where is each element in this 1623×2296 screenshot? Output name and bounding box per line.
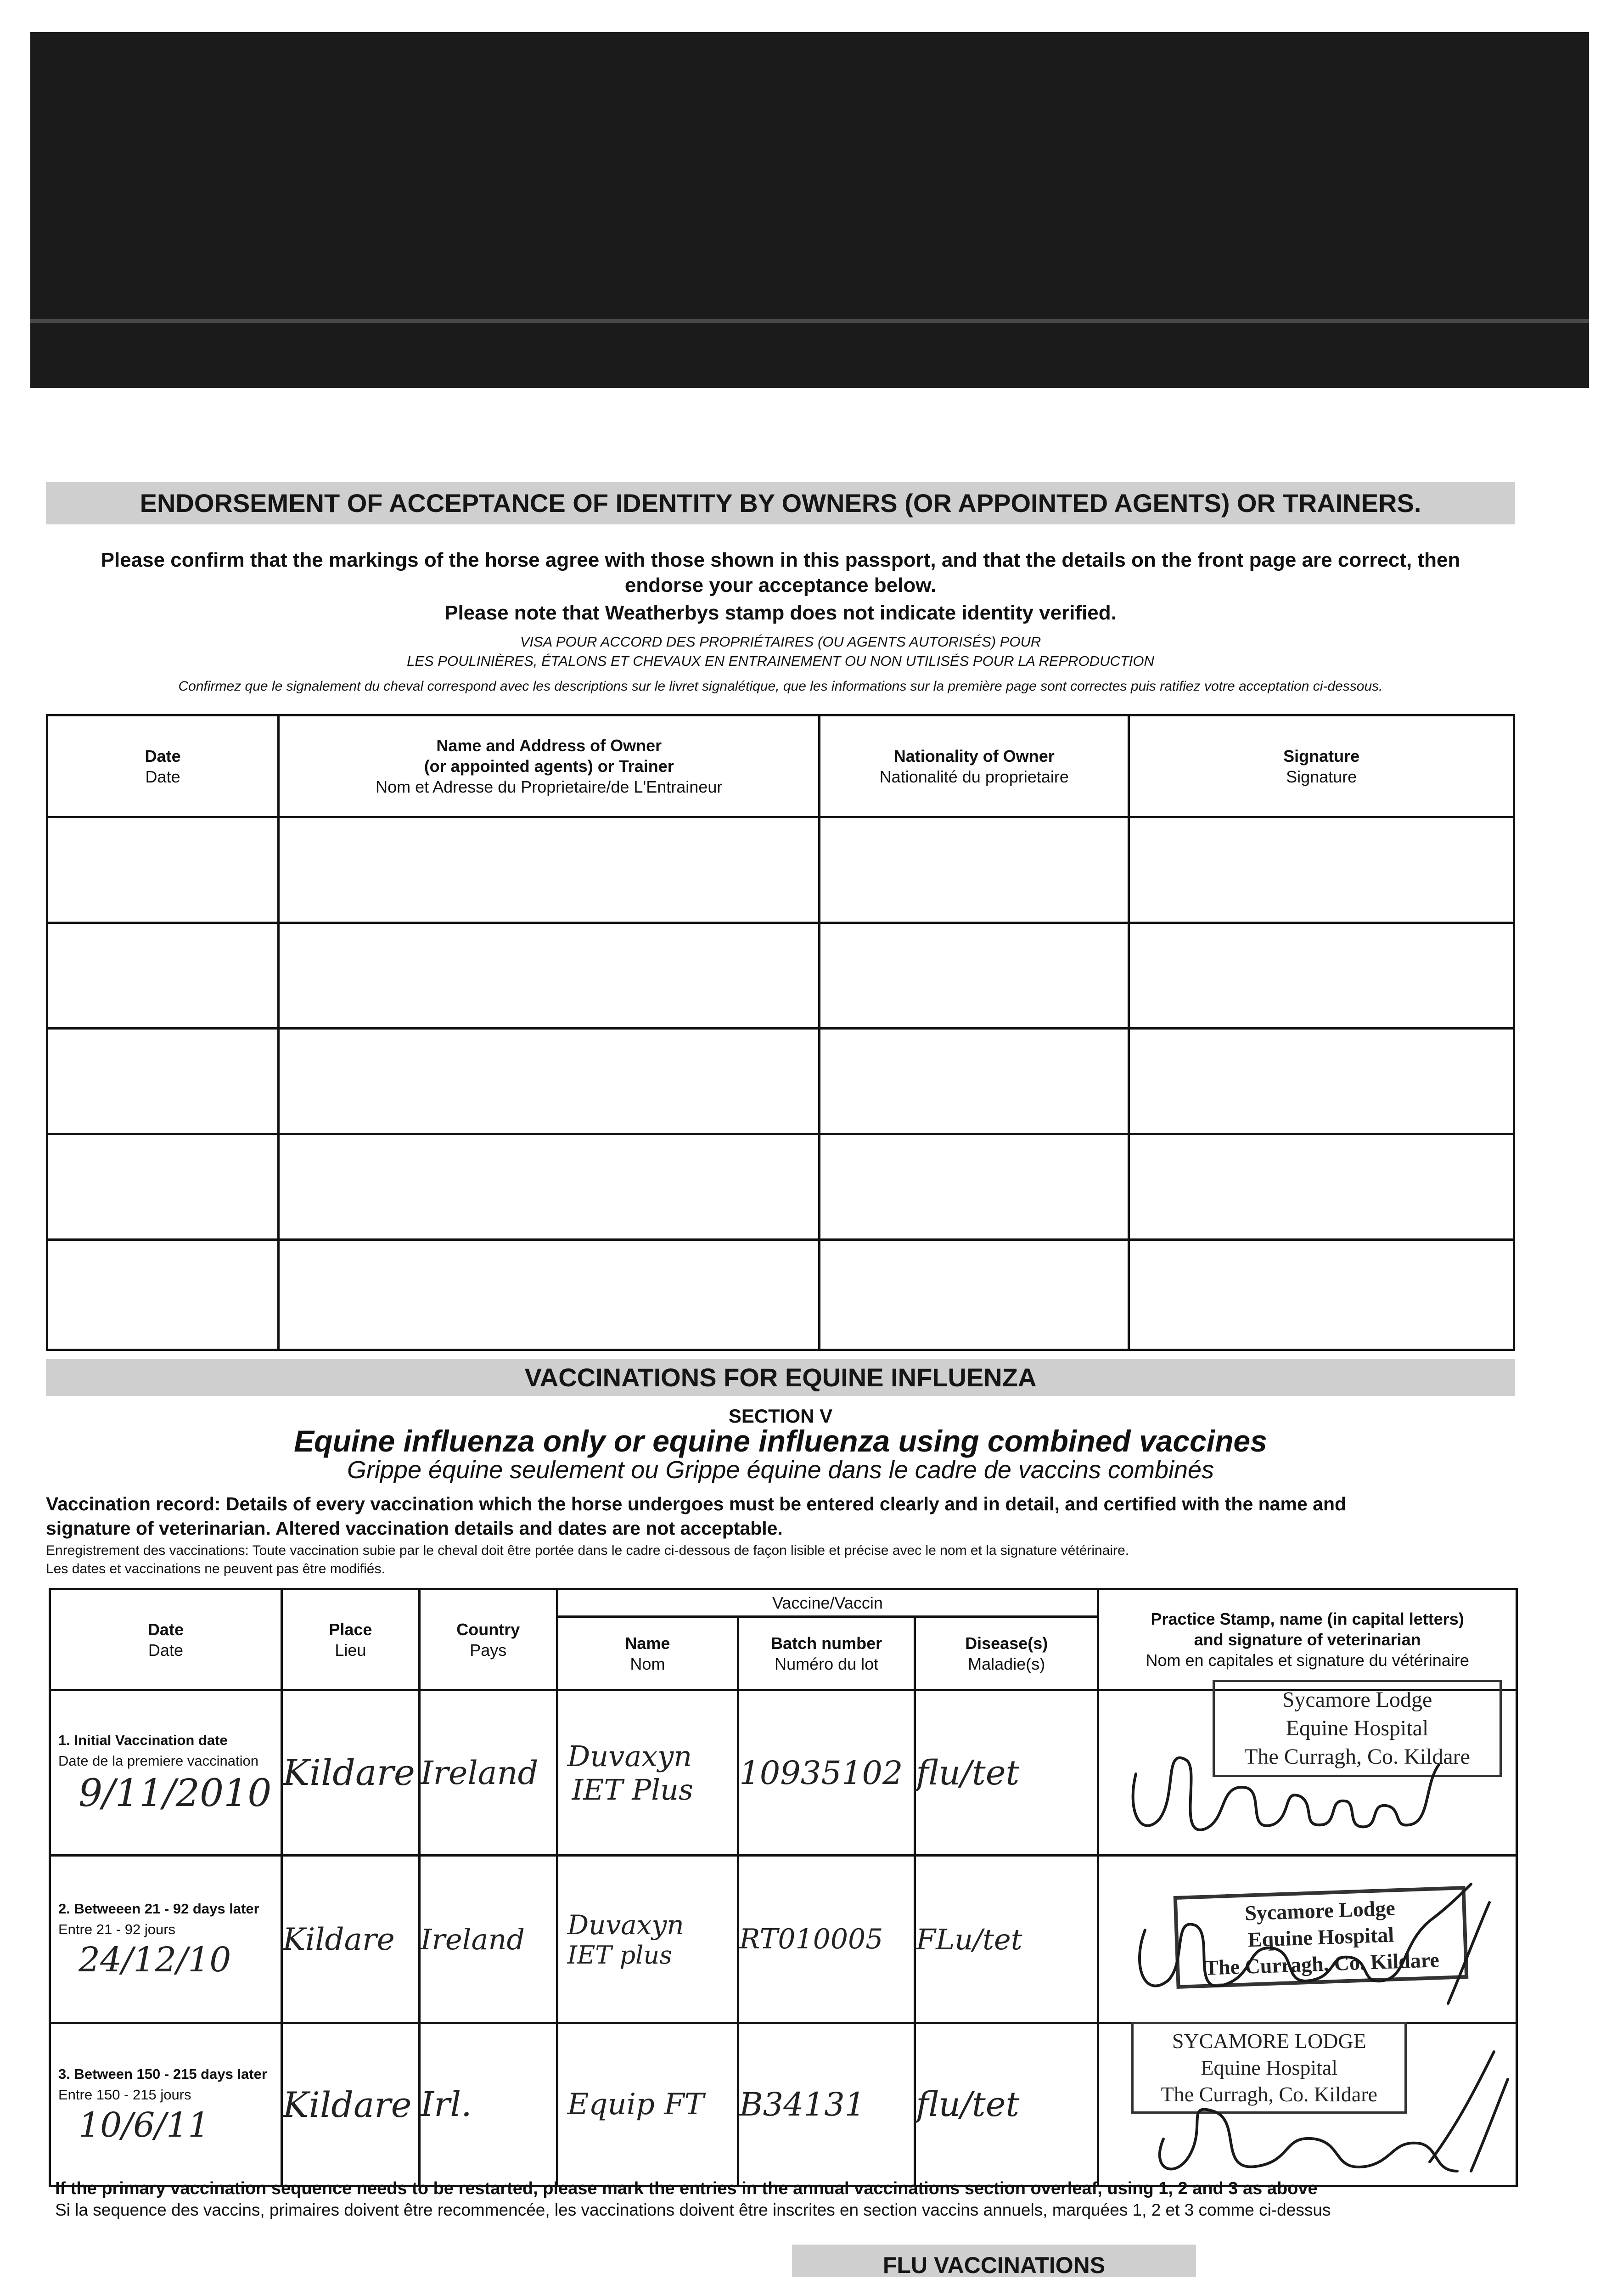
date-cell[interactable]	[47, 817, 279, 923]
section-title-fr: Grippe équine seulement ou Grippe équine dans le cadre de vaccins combinés	[347, 1456, 1214, 1484]
header-owner-name-address: Name and Address of Owner (or appointed agents) or Trainer Nom et Adresse du Proprietaire/de L'Entraineur	[279, 715, 820, 817]
header-vaccine-name: Name Nom	[557, 1617, 738, 1690]
place-value: Kildare	[282, 1921, 395, 1957]
disease-value: FLu/tet	[916, 1922, 1022, 1956]
nationality-cell[interactable]	[820, 923, 1129, 1029]
vaccine-name-cell[interactable]	[557, 2023, 738, 2186]
place-cell[interactable]	[281, 2023, 419, 2186]
vaccine-name-cell[interactable]	[557, 1856, 738, 2023]
endorsement-french-2: LES POULINIÈRES, ÉTALONS ET CHEVAUX EN ENTRAINEMENT OU NON UTILISÉS POUR LA REPRODUCTION	[407, 653, 1154, 669]
endorsement-row	[47, 1134, 1514, 1240]
endorsement-row	[47, 817, 1514, 923]
record-instruction-2: signature of veterinarian. Altered vaccination details and dates are not acceptable.	[46, 1518, 783, 1539]
owner-cell[interactable]	[279, 1240, 820, 1350]
owner-cell[interactable]	[279, 817, 820, 923]
header-vaccine: Vaccine/Vaccin	[557, 1589, 1098, 1617]
vaccination-row	[50, 1690, 1517, 1856]
country-value: Ireland	[420, 1922, 525, 1956]
record-instruction-fr-1: Enregistrement des vaccinations: Toute vaccination subie par le cheval doit être portée dans le cadre ci-dessous de façon lisible et précise avec le nom et la signature vétérinaire.	[46, 1543, 1129, 1558]
veterinarian-signature	[1108, 1866, 1512, 2022]
vaccination-date-cell[interactable]	[50, 2023, 282, 2186]
vaccination-date-cell[interactable]	[50, 1690, 282, 1856]
vaccine-name-cell[interactable]	[557, 1690, 738, 1856]
date-cell[interactable]	[47, 1134, 279, 1240]
practice-stamp-cell[interactable]	[1098, 1690, 1517, 1856]
header-batch: Batch number Numéro du lot	[738, 1617, 915, 1690]
header-disease: Disease(s) Maladie(s)	[915, 1617, 1098, 1690]
endorsement-band-title: ENDORSEMENT OF ACCEPTANCE OF IDENTITY BY OWNERS (OR APPOINTED AGENTS) OR TRAINERS.	[46, 482, 1515, 524]
batch-value: B34131	[739, 2086, 865, 2123]
disease-cell[interactable]	[915, 1856, 1098, 2023]
nationality-cell[interactable]	[820, 817, 1129, 923]
row-label: 1. Initial Vaccination date	[58, 1732, 228, 1749]
signature-cell[interactable]	[1129, 817, 1514, 923]
record-instruction-fr-2: Les dates et vaccinations ne peuvent pas être modifiés.	[46, 1561, 385, 1576]
vaccine-name-line-2: IET plus	[567, 1940, 672, 1970]
disease-value: flu/tet	[916, 2085, 1020, 2124]
row-label: 2. Betweeen 21 - 92 days later	[58, 1901, 259, 1917]
batch-value: 10935102	[739, 1754, 903, 1792]
batch-cell[interactable]	[738, 2023, 915, 2186]
batch-value: RT010005	[739, 1923, 883, 1955]
vaccine-name-line-2: IET Plus	[572, 1773, 693, 1806]
nationality-cell[interactable]	[820, 1134, 1129, 1240]
vaccination-date-cell[interactable]	[50, 1856, 282, 2023]
nationality-cell[interactable]	[820, 1240, 1129, 1350]
country-value: Irl.	[420, 2085, 472, 2124]
section-title: Equine influenza only or equine influenza using combined vaccines	[294, 1424, 1267, 1458]
row-label: 3. Between 150 - 215 days later	[58, 2066, 267, 2082]
batch-cell[interactable]	[738, 1856, 915, 2023]
endorsement-french-1: VISA POUR ACCORD DES PROPRIÉTAIRES (OU AGENTS AUTORISÉS) POUR	[520, 634, 1041, 650]
place-value: Kildare	[282, 2084, 412, 2125]
endorsement-instruction-2: endorse your acceptance below.	[624, 574, 937, 597]
batch-cell[interactable]	[738, 1690, 915, 1856]
disease-value: flu/tet	[916, 1753, 1020, 1793]
vaccine-name-line-1: Equip FT	[567, 2088, 704, 2122]
endorsement-instruction-1: Please confirm that the markings of the horse agree with those shown in this passport, and that the details on the front page are correct, then	[101, 549, 1460, 571]
country-value: Ireland	[420, 1754, 539, 1792]
header-practice-stamp: Practice Stamp, name (in capital letters) and signature of veterinarian Nom en capitales et signature du vétérinaire	[1098, 1589, 1517, 1690]
vaccine-header-row-1	[50, 1589, 1517, 1617]
nationality-cell[interactable]	[820, 1029, 1129, 1134]
date-cell[interactable]	[47, 1029, 279, 1134]
header-vdate: Date Date	[50, 1589, 282, 1690]
signature-cell[interactable]	[1129, 1134, 1514, 1240]
practice-stamp: Sycamore Lodge Equine Hospital The Curragh, Co. Kildare	[1213, 1680, 1502, 1777]
endorsement-row	[47, 1240, 1514, 1350]
vaccination-row	[50, 1856, 1517, 2023]
vaccine-name-line-1: Duvaxyn	[567, 1739, 692, 1773]
vaccine-name-line-1: Duvaxyn	[567, 1909, 684, 1941]
date-cell[interactable]	[47, 1240, 279, 1350]
vaccinations-band-title: VACCINATIONS FOR EQUINE INFLUENZA	[46, 1359, 1515, 1396]
practice-stamp: Sycamore Lodge Equine Hospital The Curragh, Co. Kildare	[1174, 1886, 1469, 1989]
flu-vaccinations-band: FLU VACCINATIONS	[792, 2245, 1196, 2277]
endorsement-row	[47, 923, 1514, 1029]
section-label: SECTION V	[728, 1405, 833, 1427]
place-value: Kildare	[282, 1752, 415, 1794]
country-cell[interactable]	[419, 2023, 557, 2186]
practice-stamp-cell[interactable]	[1098, 1856, 1517, 2023]
header-place: Place Lieu	[281, 1589, 419, 1690]
endorsement-header-row	[47, 715, 1514, 817]
veterinarian-signature	[1108, 2033, 1512, 2185]
place-cell[interactable]	[281, 1690, 419, 1856]
date-cell[interactable]	[47, 923, 279, 1029]
row-label-fr: Date de la premiere vaccination	[58, 1753, 258, 1769]
record-instruction-1: Vaccination record: Details of every vaccination which the horse undergoes must be entered clearly and in detail, and certified with the name and	[46, 1493, 1347, 1514]
vaccination-table	[49, 1588, 1518, 2187]
country-cell[interactable]	[419, 1690, 557, 1856]
vaccination-date: 10/6/11	[79, 2105, 210, 2145]
restart-note-fr: Si la sequence des vaccins, primaires doivent être recommencée, les vaccinations doivent être inscrites en section vaccins annuels, marquées 1, 2 et 3 comme ci-dessus	[55, 2200, 1331, 2219]
row-label-fr: Entre 21 - 92 jours	[58, 1921, 176, 1937]
owner-cell[interactable]	[279, 923, 820, 1029]
restart-note: If the primary vaccination sequence needs to be restarted, please mark the entries in the annual vaccinations section overleaf, using 1, 2 and 3 as above	[55, 2179, 1318, 2198]
header-signature: Signature Signature	[1129, 715, 1514, 817]
practice-stamp-cell[interactable]	[1098, 2023, 1517, 2186]
practice-stamp: SYCAMORE LODGE Equine Hospital The Curragh, Co. Kildare	[1131, 2022, 1407, 2114]
owner-cell[interactable]	[279, 1029, 820, 1134]
vaccination-date: 24/12/10	[79, 1940, 231, 1980]
vaccination-row	[50, 2023, 1517, 2186]
redacted-area	[30, 32, 1589, 388]
header-date: Date Date	[47, 715, 279, 817]
redaction-scratch	[30, 319, 1589, 323]
veterinarian-signature	[1108, 1719, 1476, 1852]
vaccination-date: 9/11/2010	[79, 1771, 272, 1815]
endorsement-row	[47, 1029, 1514, 1134]
signature-cell[interactable]	[1129, 923, 1514, 1029]
header-nationality: Nationality of Owner Nationalité du proprietaire	[820, 715, 1129, 817]
owner-cell[interactable]	[279, 1134, 820, 1240]
endorsement-french-3: Confirmez que le signalement du cheval correspond avec les descriptions sur le livret signalétique, que les informations sur la première page sont correctes puis ratifiez votre acceptation ci-dessous.	[178, 679, 1383, 694]
signature-cell[interactable]	[1129, 1029, 1514, 1134]
header-country: Country Pays	[419, 1589, 557, 1690]
endorsement-instruction-3: Please note that Weatherbys stamp does not indicate identity verified.	[444, 602, 1117, 624]
place-cell[interactable]	[281, 1856, 419, 2023]
signature-cell[interactable]	[1129, 1240, 1514, 1350]
endorsement-table	[46, 714, 1515, 1351]
disease-cell[interactable]	[915, 1690, 1098, 1856]
country-cell[interactable]	[419, 1856, 557, 2023]
disease-cell[interactable]	[915, 2023, 1098, 2186]
row-label-fr: Entre 150 - 215 jours	[58, 2087, 191, 2103]
